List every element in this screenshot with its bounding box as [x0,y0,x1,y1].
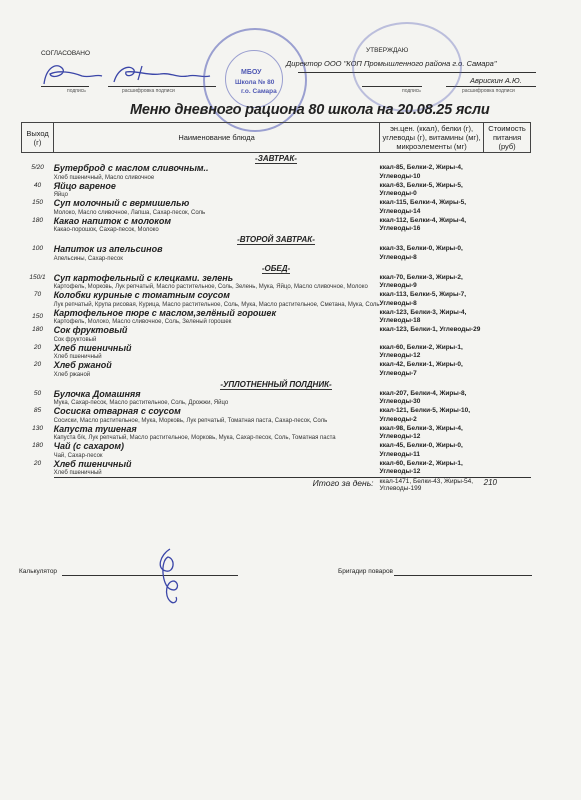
svg-text:Школа № 80: Школа № 80 [235,79,275,86]
calculator-label: Калькулятор [19,568,58,575]
chef-line [394,575,532,576]
col-name-header: Наименование блюда [54,123,380,153]
chef-label: Бригадир поваров [338,568,394,575]
col-nutr-header: эн.цен. (ккал), белки (г), углеводы (г), витамины (мг), микроэлементы (мг) [380,123,484,153]
director-name: Аврискин А.Ю. [470,76,522,85]
approved-sub-decode: расшифровка подписи [122,88,175,94]
section-afternoon-snack: -УПЛОТНЕННЫЙ ПОЛДНИК- [220,379,332,389]
director-title: Директор ООО "КОП Промышленного района г.о. Самара" [286,59,497,68]
col-cost-header: Стоимость питания (руб) [484,123,531,153]
confirm-label: УТВЕРЖДАЮ [366,47,409,54]
approved-sub-sign: подпись [67,88,86,94]
table-row: 85 Сосиска отварная с соусом Сосиски, Масло растительное, Мука, Морковь, Лук репчатый, Томатная паста, Сахар-песок, Соль ккал-121, Белки-5, Жиры-10, Углеводы-2 [33,406,471,424]
totals-nutrition: ккал-1471, Белки-43, Жиры-54, Углеводы-199 [380,478,484,493]
section-lunch: -ОБЕД- [261,263,291,273]
confirm-sub-sign: подпись [402,88,421,94]
totals-label: Итого за день: [54,478,380,493]
round-seal-stamp [352,22,462,112]
table-row: 40 Яйцо вареное Яйцо ккал-63, Белки-5, Жиры-5, Углеводы-0 [33,180,463,198]
table-row: 5/20 Бутерброд с маслом сливочным.. Хлеб пшеничный, Масло сливочное ккал-85, Белки-2, Жиры-4, Углеводы-10 [31,163,463,181]
table-row: 100 Напиток из апельсинов Апельсины, Сахар-песок ккал-33, Белки-0, Жиры-0, Углеводы-8 [32,244,463,262]
approved-signature-image [38,58,218,90]
table-row: 70 Колобки куриные с томатным соусом Лук репчатый, Крупа рисовая, Курица, Масло растительное, Соль, Мука, Масло растительное, Сметана, Мука, Соль ккал-113, Белки-5, Жиры-7, Углеводы-8 [33,290,467,308]
table-row: 20 Хлеб пшеничный Хлеб пшеничный ккал-60, Белки-2, Жиры-1, Углеводы-12 [33,458,463,476]
table-row: 180 Чай (с сахаром) Чай, Сахар-песок ккал-45, Белки-0, Жиры-0, Углеводы-11 [32,441,463,459]
svg-text:г.о. Самара: г.о. Самара [241,88,277,95]
totals-cost: 210 [484,478,531,493]
section-breakfast: -ЗАВТРАК- [255,154,297,163]
confirm-sub-decode: расшифровка подписи [462,88,515,94]
confirm-decode-line [446,86,536,87]
approved-label: СОГЛАСОВАНО [41,50,91,57]
section-second-breakfast: -ВТОРОЙ ЗАВТРАК- [237,235,315,244]
col-out-header: Выход (г) [22,123,54,153]
table-row: 20 Хлеб ржаной Хлеб ржаной ккал-42, Белки-1, Жиры-0, Углеводы-7 [33,360,463,378]
table-header [22,123,531,153]
calculator-signature-image [140,545,200,609]
svg-text:МБОУ: МБОУ [241,69,262,76]
table-row: 150 Картофельное пюре с маслом,зелёный горошек Картофель, Молоко, Масло сливочное, Соль, Зеленый горошек ккал-123, Белки-3, Жиры-4, Углеводы-18 [32,307,467,325]
table-row: 50 Булочка Домашняя Мука, Сахар-песок, Масло растительное, Соль, Дрожжи, Яйцо ккал-207, Белки-4, Жиры-8, Углеводы-30 [33,388,467,406]
totals-row [22,478,531,493]
table-row: 20 Хлеб пшеничный Хлеб пшеничный ккал-60, Белки-2, Жиры-1, Углеводы-12 [33,342,463,360]
table-row: 150/1 Суп картофельный с клецками. зелень Картофель, Морковь, Лук репчатый, Масло растительное, Соль, Зелень, Мука, Яйцо, Масло сливочное, Молоко ккал-70, Белки-3, Жиры-2, Углеводы-9 [29,272,463,290]
page-title: Меню дневного рациона 80 школа на 20.08.25 ясли [130,102,490,118]
menu-table [21,122,531,492]
table-row: 180 Какао напиток с молоком Какао-порошок, Сахар-песок, Молоко ккал-112, Белки-4, Жиры-4, Углеводы-16 [32,215,467,233]
table-row: 180 Сок фруктовый Сок фруктовый ккал-123, Белки-1, Углеводы-29 [32,325,481,343]
table-row: 130 Капуста тушеная Капуста б/к, Лук репчатый, Масло растительное, Морковь, Мука, Сахар-песок, Соль, Томатная паста ккал-98, Белки-3, Жиры-4, Углеводы-12 [32,423,463,441]
table-row: 150 Суп молочный с вермишелью Молоко, Масло сливочное, Лапша, Сахар-песок, Соль ккал-115, Белки-4, Жиры-5, Углеводы-14 [32,198,467,216]
